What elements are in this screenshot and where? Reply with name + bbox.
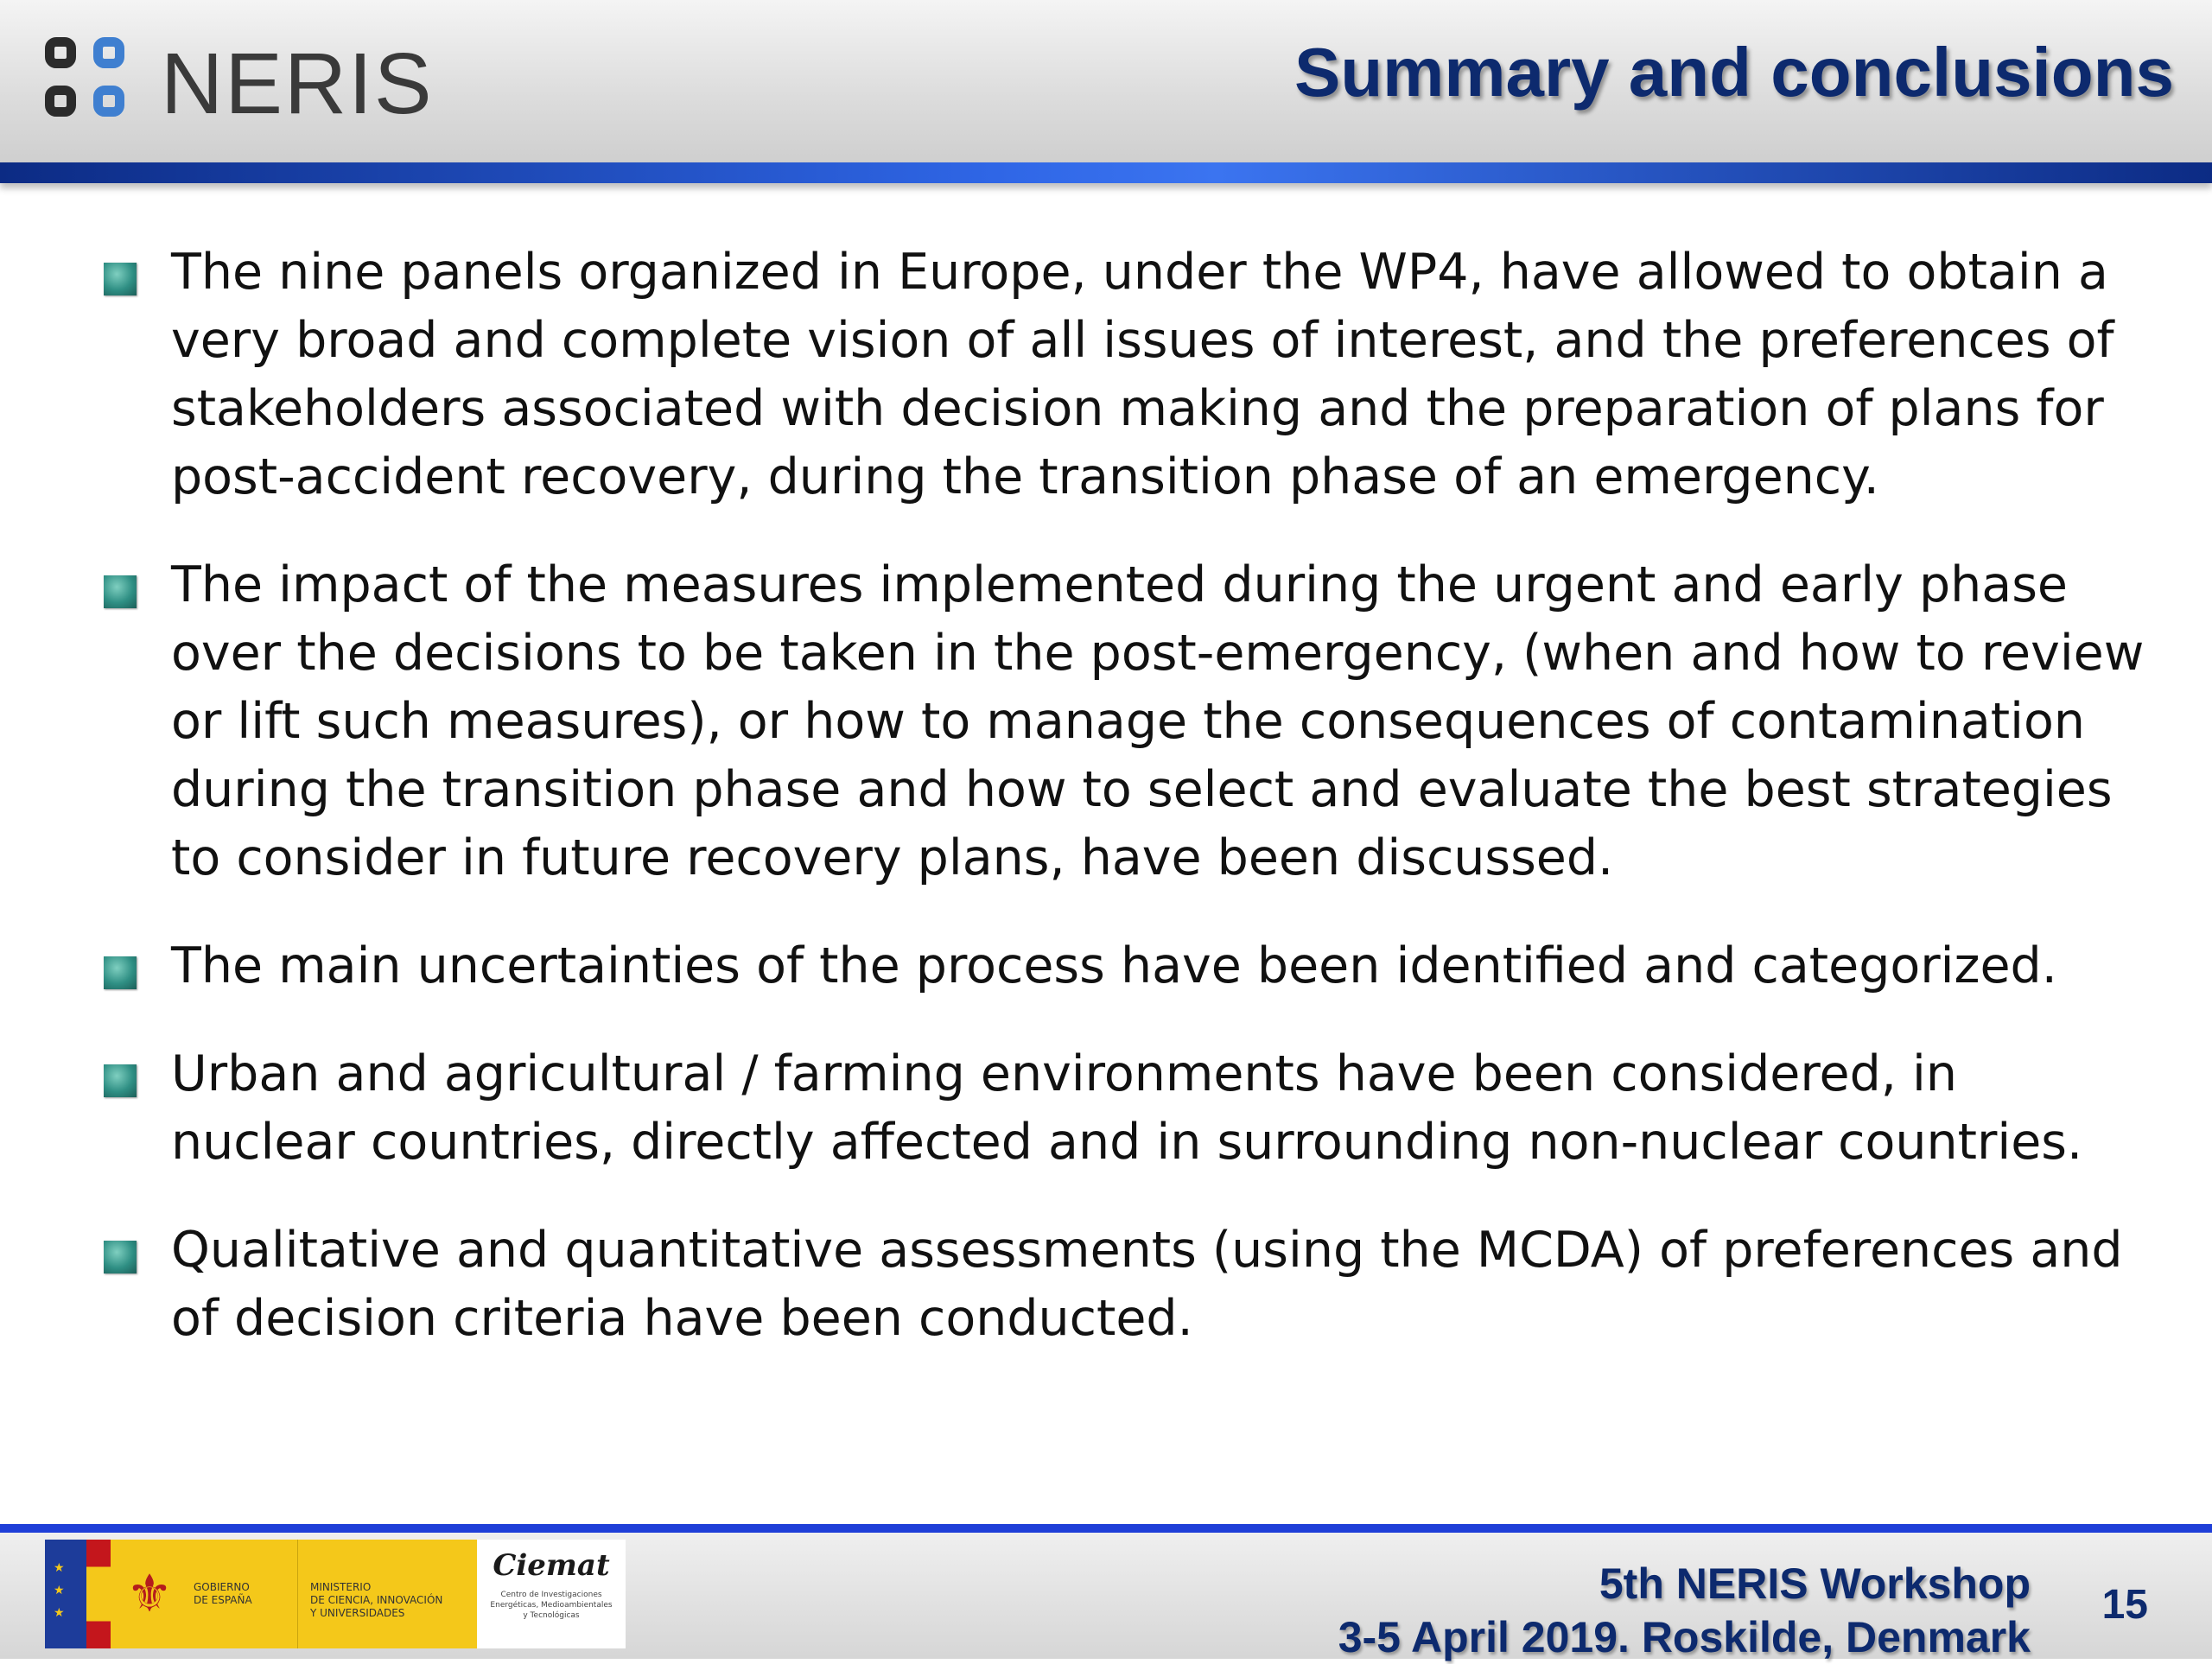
- square-bullet-icon: [104, 956, 137, 989]
- bullet-text: The impact of the measures implemented during the urgent and early phase over the decisions to be taken in the post-emergency, (when and how to review or lift such measures), or how to manage the consequences of contamination during the transition phase and how to select and evaluate the best strategies to consider in future recovery plans, have been discussed.: [171, 556, 2145, 886]
- neris-logo: [45, 36, 434, 131]
- slide-title: Summary and conclusions: [1294, 34, 2174, 111]
- neris-logo-icon: [45, 37, 135, 130]
- ciemat-logo: [477, 1540, 626, 1648]
- bullet-item: [104, 1040, 2152, 1177]
- page-number: 15: [2101, 1582, 2148, 1628]
- bullet-item: [104, 1216, 2152, 1353]
- footer-divider-line: [0, 1524, 2212, 1533]
- square-bullet-icon: [104, 263, 137, 295]
- bullet-text: Urban and agricultural / farming environments have been considered, in nuclear countries, directly affected and in surrounding non-nuclear countries.: [171, 1045, 2083, 1171]
- slide-header: [0, 0, 2212, 162]
- ministry-label: MINISTERIO DE CIENCIA, INNOVACIÓN Y UNIVERSIDADES: [297, 1540, 442, 1648]
- bullet-item: [104, 932, 2152, 1000]
- header-divider-bar: [0, 162, 2212, 183]
- ciemat-name: Ciemat: [493, 1548, 610, 1583]
- bullet-list: [104, 238, 2152, 1393]
- government-label: GOBIERNO DE ESPAÑA: [194, 1581, 252, 1606]
- slide-footer: [0, 1533, 2212, 1659]
- ciemat-subtitle: Centro de Investigaciones Energéticas, Medioambientales y Tecnológicas: [490, 1591, 613, 1620]
- bullet-text: The main uncertainties of the process have been identified and categorized.: [171, 937, 2057, 994]
- bullet-text: The nine panels organized in Europe, under the WP4, have allowed to obtain a very broad and complete vision of all issues of interest, and the preferences of stakeholders associated with decision making and the preparation of plans for post-accident recovery, during the transition phase of an emergency.: [171, 244, 2114, 505]
- square-bullet-icon: [104, 1064, 137, 1097]
- workshop-name: 5th NERIS Workshop: [1599, 1559, 2031, 1608]
- spain-flag-icon: [86, 1540, 111, 1648]
- workshop-date-location: 3-5 April 2019. Roskilde, Denmark: [1338, 1613, 2031, 1661]
- bullet-item: [104, 551, 2152, 892]
- bullet-text: Qualitative and quantitative assessments (using the MCDA) of preferences and of decision criteria have been conducted.: [171, 1222, 2123, 1347]
- eu-flag-icon: [45, 1540, 86, 1648]
- coat-of-arms-icon: ⚜: [126, 1565, 173, 1623]
- square-bullet-icon: [104, 1241, 137, 1273]
- workshop-info: [1338, 1557, 2031, 1664]
- square-bullet-icon: [104, 575, 137, 608]
- bullet-item: [104, 238, 2152, 511]
- spanish-government-logo: [45, 1540, 477, 1648]
- neris-logo-text: NERIS: [161, 35, 434, 132]
